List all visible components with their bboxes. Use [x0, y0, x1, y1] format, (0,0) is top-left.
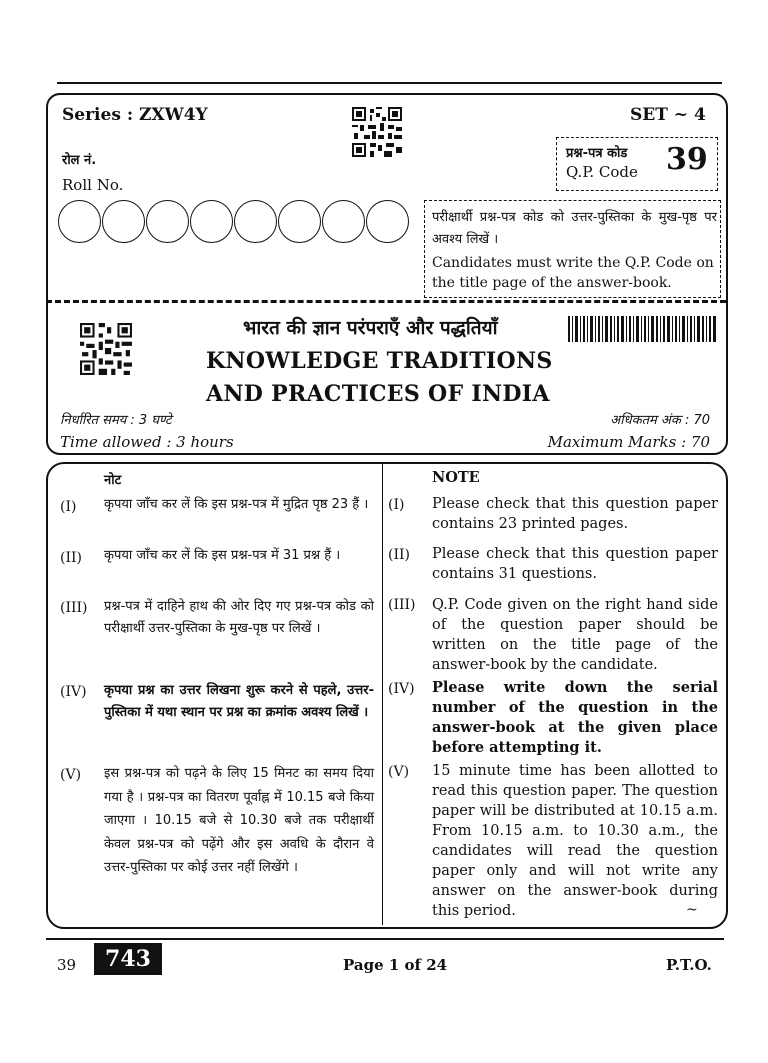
- max-marks-hi: अधिकतम अंक : 70: [610, 413, 710, 428]
- item-number: (III): [388, 597, 416, 613]
- tilde-mark: ~: [686, 902, 698, 918]
- title-hindi: भारत की ज्ञान परंपराएँ और पद्धतियाँ: [243, 317, 498, 339]
- roll-digit-box[interactable]: [366, 200, 409, 243]
- time-allowed-hi: निर्धारित समय : 3 घण्टे: [60, 413, 172, 428]
- qr-code-icon: [352, 107, 402, 157]
- note-heading-hi: नोट: [104, 473, 122, 488]
- qp-code-label-hi: प्रश्न-पत्र कोड: [566, 146, 628, 161]
- item-number: (I): [388, 497, 405, 513]
- max-marks: Maximum Marks : 70: [547, 433, 710, 451]
- roll-digit-box[interactable]: [190, 200, 233, 243]
- instruction-hi: कृपया प्रश्न का उत्तर लिखना शुरू करने से पहले, उत्तर-पुस्तिका में यथा स्थान पर प्रश्न का क्रमांक अवश्य लिखें ।: [104, 683, 374, 720]
- item-number-hi: (IV): [60, 684, 87, 700]
- set-label: SET ~ 4: [630, 105, 706, 125]
- barcode-icon: [568, 316, 718, 342]
- instruction-hi: कृपया जाँच कर लें कि इस प्रश्न-पत्र में मुद्रित पृष्ठ 23 हैं ।: [104, 497, 369, 512]
- page-number: Page 1 of 24: [343, 956, 448, 974]
- item-number: (V): [388, 764, 410, 780]
- item-number-hi: (I): [60, 499, 77, 515]
- column-divider: [382, 462, 383, 925]
- roll-digit-box[interactable]: [102, 200, 145, 243]
- item-number: (IV): [388, 681, 415, 697]
- top-rule: [57, 82, 722, 84]
- page-title: [206, 345, 553, 411]
- qr-code-icon: [80, 323, 132, 375]
- candidate-note-hi: परीक्षार्थी प्रश्न-पत्र कोड को उत्तर-पुस्तिका के मुख-पृष्ठ पर अवश्य लिखें ।: [432, 210, 717, 247]
- roll-no-label: Roll No.: [62, 176, 124, 194]
- instruction-en: Q.P. Code given on the right hand side of the question paper should be written on the title page of the answer-book by the candidate.: [432, 597, 718, 673]
- item-number-hi: (III): [60, 600, 88, 616]
- cut-line: [46, 300, 726, 303]
- roll-no-boxes[interactable]: [58, 200, 410, 243]
- item-number-hi: (II): [60, 550, 82, 566]
- candidate-note: Candidates must write the Q.P. Code on the title page of the answer-book.: [432, 255, 714, 291]
- roll-no-label-hi: रोल नं.: [62, 153, 97, 168]
- instruction-hi: प्रश्न-पत्र में दाहिने हाथ की ओर दिए गए प्रश्न-पत्र कोड को परीक्षार्थी उत्तर-पुस्तिका के मुख-पृष्ठ पर लिखें ।: [104, 599, 374, 636]
- footer-rule: [46, 938, 724, 940]
- note-heading: NOTE: [432, 469, 480, 486]
- series-label: Series : ZXW4Y: [62, 105, 208, 125]
- instruction-en: Please write down the serial number of the question in the answer-book at the given place before attempting it.: [432, 679, 718, 756]
- item-number-hi: (V): [60, 767, 82, 783]
- title-line-2: AND PRACTICES OF INDIA: [206, 381, 550, 407]
- footer-boxed-number: 743: [94, 943, 162, 975]
- instruction-hi: कृपया जाँच कर लें कि इस प्रश्न-पत्र में 31 प्रश्न हैं ।: [104, 548, 341, 563]
- roll-digit-box[interactable]: [58, 200, 101, 243]
- title-line-1: KNOWLEDGE TRADITIONS: [206, 348, 553, 374]
- footer-code: 39: [57, 956, 77, 974]
- qp-code-label: Q.P. Code: [566, 163, 638, 181]
- instruction-en: Please check that this question paper contains 23 printed pages.: [432, 496, 718, 532]
- instruction-hi: इस प्रश्न-पत्र को पढ़ने के लिए 15 मिनट का समय दिया गया है । प्रश्न-पत्र का वितरण पूर्वाह्न में 10.15 बजे किया जाएगा । 10.15 बजे से 10.30 बजे तक परीक्षार्थी केवल प्रश्न-पत्र को पढ़ेंगे और इस अवधि के दौरान वे उत्तर-पुस्तिका पर कोई उत्तर नहीं लिखेंगे ।: [104, 766, 374, 875]
- time-allowed: Time allowed : 3 hours: [60, 433, 234, 451]
- roll-digit-box[interactable]: [278, 200, 321, 243]
- item-number: (II): [388, 547, 410, 563]
- roll-digit-box[interactable]: [146, 200, 189, 243]
- instruction-en: 15 minute time has been allotted to read this question paper. The question paper will be distributed at 10.15 a.m. From 10.15 a.m. to 10.30 a.m., the candidates will read the question paper only and will not write any answer on the answer-book during this period.: [432, 763, 718, 919]
- qp-code-value: 39: [666, 142, 708, 177]
- pto-label: P.T.O.: [666, 956, 712, 974]
- roll-digit-box[interactable]: [234, 200, 277, 243]
- roll-digit-box[interactable]: [322, 200, 365, 243]
- instruction-en: Please check that this question paper contains 31 questions.: [432, 546, 718, 582]
